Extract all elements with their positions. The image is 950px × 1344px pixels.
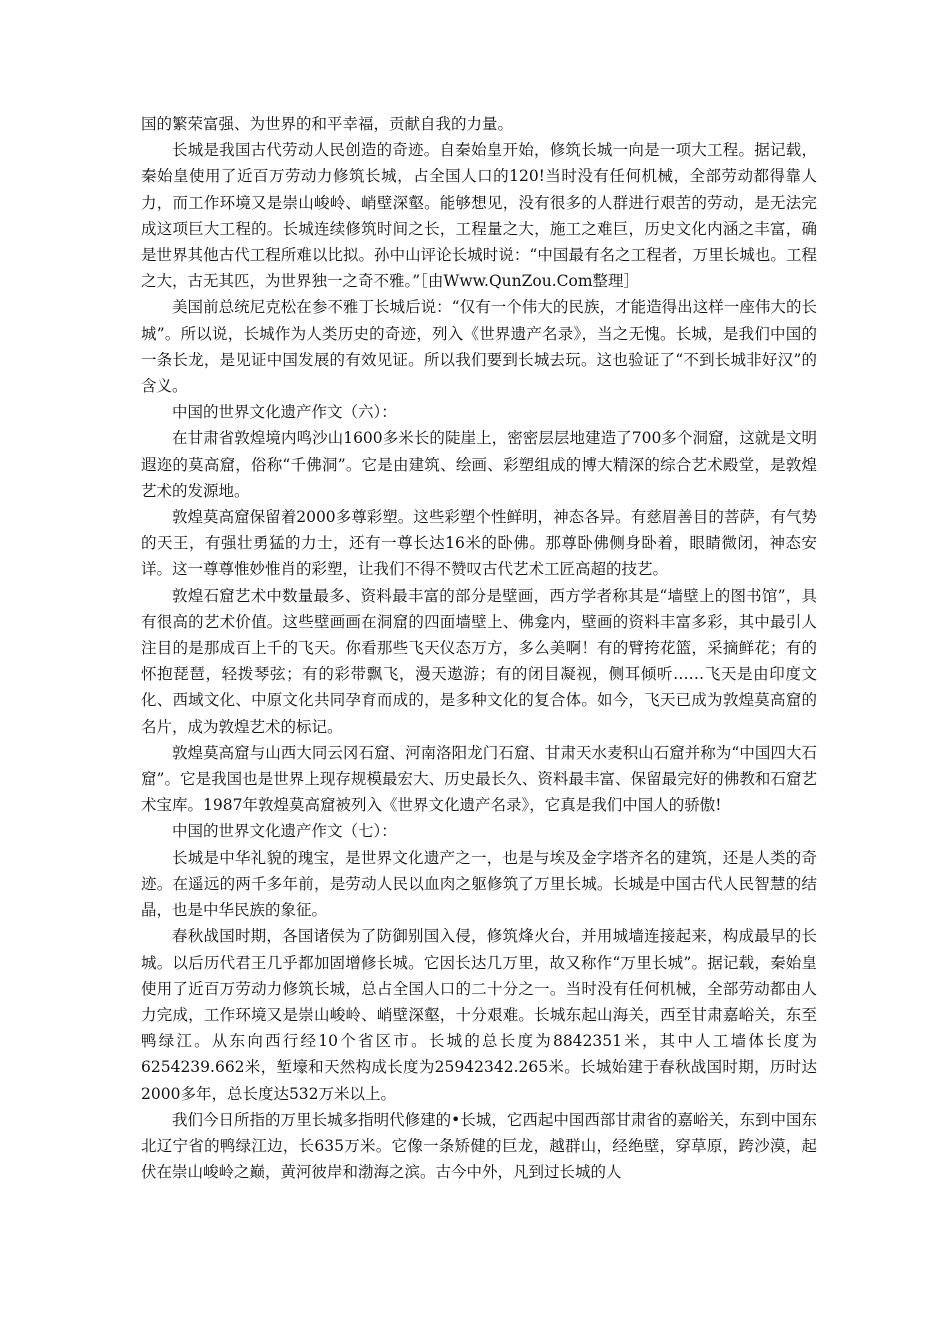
paragraph: 长城是我国古代劳动人民创造的奇迹。自秦始皇开始，修筑长城一向是一项大工程。据记载，秦始皇使用了近百万劳动力修筑长城，占全国人口的120!当时没有任何机械，全部劳动都得靠人力，而工作环境又是崇山峻岭、峭壁深壑。能够想见，没有很多的人群进行艰苦的劳动，是无法完成这项巨大工程的。长城连续修筑时间之长，工程量之大，施工之难巨，历史文化内涵之丰富，确是世界其他古代工程所难以比拟。孙中山评论长城时说：“中国最有名之工程者，万里长城也。工程之大，古无其匹，为世界独一之奇不雅。”［由Www.QunZou.Com整理］ — [141, 141, 817, 291]
paragraph: 敦煌石窟艺术中数量最多、资料最丰富的部分是壁画，西方学者称其是“墙壁上的图书馆”，具有很高的艺术价值。这些壁画画在洞窟的四面墙壁上、佛龛内，壁画的资料丰富多彩，其中最引人注目的是那成百上千的飞天。你看那些飞天仪态万方，多么美啊！有的臂挎花篮，采摘鲜花；有的怀抱琵琶，轻拨琴弦；有的彩带飘飞，漫天遨游；有的闭目凝视，侧耳倾听……飞天是由印度文化、西域文化、中原文化共同孕育而成的，是多种文化的复合体。如今，飞天已成为敦煌莫高窟的名片，成为敦煌艺术的标记。 — [141, 586, 817, 736]
paragraph: 国的繁荣富强、为世界的和平幸福，贡献自我的力量。 — [141, 115, 514, 133]
paragraph: 敦煌莫高窟与山西大同云冈石窟、河南洛阳龙门石窟、甘肃天水麦积山石窟并称为“中国四大石窟”。它是我国也是世界上现存规模最宏大、历史最长久、资料最丰富、保留最完好的佛教和石窟艺术宝库。1987年敦煌莫高窟被列入《世界文化遗产名录》，它真是我们中国人的骄傲! — [141, 743, 817, 815]
paragraph: 在甘肃省敦煌境内鸣沙山1600多米长的陡崖上，密密层层地建造了700多个洞窟，这就是文明遐迩的莫高窟，俗称“千佛洞”。它是由建筑、绘画、彩塑组成的博大精深的综合艺术殿堂，是敦煌艺术的发源地。 — [141, 429, 817, 500]
paragraph: 春秋战国时期，各国诸侯为了防御别国入侵，修筑烽火台，并用城墙连接起来，构成最早的长城。以后历代君王几乎都加固增修长城。它因长达几万里，故又称作“万里长城”。据记载，秦始皇使用了近百万劳动力修筑长城，总占全国人口的二十分之一。当时没有任何机械，全部劳动都由人力完成，工作环境又是崇山峻岭、峭壁深壑，十分艰难。长城东起山海关，西至甘肃嘉峪关，东至鸭绿江。从东向西行经10个省区市。长城的总长度为8842351米，其中人工墙体长度为6254239.662米，堑壕和天然构成长度为25942342.265米。长城始建于春秋战国时期，历时达2000多年，总长度达532万米以上。 — [141, 927, 817, 1103]
document-body — [141, 111, 817, 1185]
paragraph: 美国前总统尼克松在参不雅丁长城后说：“仅有一个伟大的民族，才能造得出这样一座伟大的长城”。所以说，长城作为人类历史的奇迹，列入《世界遗产名录》，当之无愧。长城，是我们中国的一条长龙，是见证中国发展的有效见证。所以我们要到长城去玩。这也验证了“不到长城非好汉”的含义。 — [141, 298, 817, 396]
paragraph: 敦煌莫高窟保留着2000多尊彩塑。这些彩塑个性鲜明，神态各异。有慈眉善目的菩萨，有气势的天王，有强壮勇猛的力士，还有一尊长达16米的卧佛。那尊卧佛侧身卧着，眼睛微闭，神态安详。这一尊尊惟妙惟肖的彩塑，让我们不得不赞叹古代艺术工匠高超的技艺。 — [141, 508, 817, 579]
paragraph: 长城是中华礼貌的瑰宝，是世界文化遗产之一，也是与埃及金字塔齐名的建筑，还是人类的奇迹。在遥远的两千多年前，是劳动人民以血肉之躯修筑了万里长城。长城是中国古代人民智慧的结晶，也是中华民族的象征。 — [141, 848, 817, 920]
section-heading: 中国的世界文化遗产作文（七）： — [172, 822, 397, 841]
paragraph: 我们今日所指的万里长城多指明代修建的•长城，它西起中国西部甘肃省的嘉峪关，东到中国东北辽宁省的鸭绿江边，长635万米。它像一条矫健的巨龙，越群山，经绝壁，穿草原，跨沙漠，起伏在崇山峻岭之巅，黄河彼岸和渤海之滨。古今中外，凡到过长城的人 — [141, 1110, 817, 1182]
section-heading: 中国的世界文化遗产作文（六）： — [172, 403, 397, 422]
